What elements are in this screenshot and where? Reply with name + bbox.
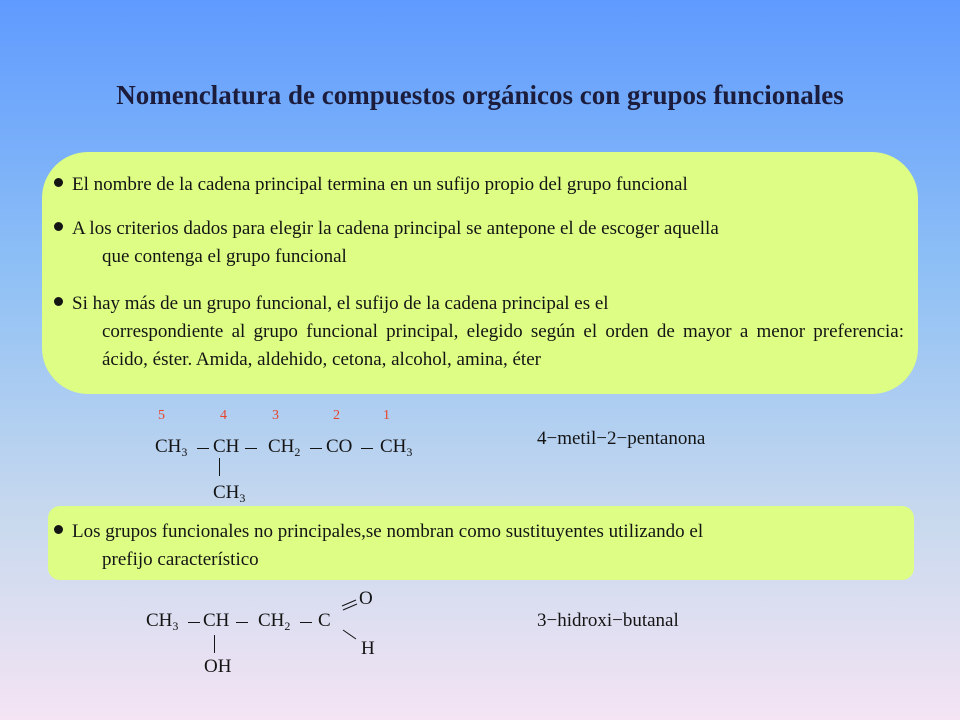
rule-4-continuation: prefijo característico	[102, 549, 259, 570]
group-ch2: $CH_2$	[268, 436, 301, 459]
rule-3	[54, 290, 904, 374]
branch-bond	[219, 458, 220, 476]
bond	[310, 448, 322, 449]
carbon-number: 3	[272, 408, 279, 423]
bullet-icon	[54, 525, 63, 534]
carbon-number: 4	[220, 408, 227, 423]
group-ch3: $CH_3$	[146, 610, 179, 633]
rule-3-continuation: correspondiente al grupo funcional principal, elegido según el orden de mayor a menor preferencia: ácido, éster. Amida, aldehido, cetona, alcohol, amina, éter	[102, 321, 904, 370]
group-co: CO	[326, 436, 353, 457]
example-2-name: 3−hidroxi−butanal	[537, 610, 679, 631]
rule-2-continuation: que contenga el grupo funcional	[102, 246, 347, 267]
group-ch: CH	[203, 610, 230, 631]
carbon-number: 1	[383, 408, 390, 423]
branch-ch3: $CH_3$	[213, 482, 246, 505]
rule-2-text: A los criterios dados para elegir la cadena principal se antepone el de escoger aquella	[72, 218, 719, 239]
oxygen: O	[359, 588, 373, 609]
rule-4-text: Los grupos funcionales no principales,se nombran como sustituyentes utilizando el	[72, 521, 704, 542]
bond	[300, 622, 312, 623]
rule-1-text: El nombre de la cadena principal termina en un sufijo propio del grupo funcional	[72, 174, 688, 195]
branch-bond	[214, 635, 215, 653]
bullet-icon	[54, 297, 63, 306]
bond	[188, 622, 200, 623]
hydrogen: H	[361, 638, 375, 659]
group-c: C	[318, 610, 331, 631]
bond	[236, 622, 248, 623]
carbon-number: 2	[333, 408, 340, 423]
bullet-icon	[54, 178, 63, 187]
example-1-name: 4−metil−2−pentanona	[537, 428, 706, 449]
branch-oh: OH	[204, 656, 232, 677]
rule-4	[54, 518, 904, 574]
group-ch2: $CH_2$	[258, 610, 291, 633]
group-ch3-end: $CH_3$	[380, 436, 413, 459]
slide-title: Nomenclatura de compuestos orgánicos con grupos funcionales	[116, 80, 844, 110]
group-ch3: $CH_3$	[155, 436, 188, 459]
bond	[197, 448, 209, 449]
group-ch: CH	[213, 436, 240, 457]
rule-2	[54, 215, 904, 271]
bullet-icon	[54, 222, 63, 231]
bond	[361, 448, 373, 449]
rule-3-text: Si hay más de un grupo funcional, el sufijo de la cadena principal es el	[72, 293, 609, 314]
rule-1	[54, 171, 904, 199]
bond	[245, 448, 257, 449]
carbon-number: 5	[158, 408, 165, 423]
